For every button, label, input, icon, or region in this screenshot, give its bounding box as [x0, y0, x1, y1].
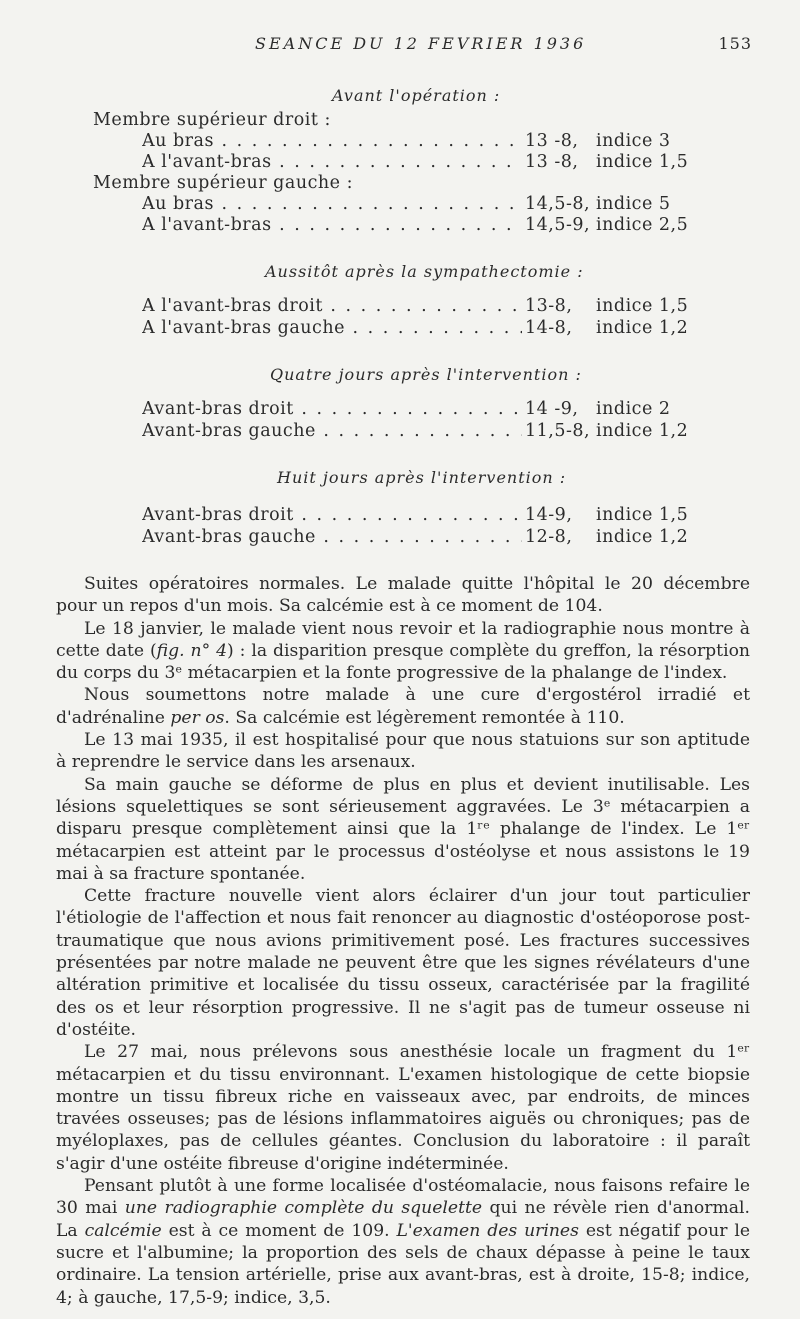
- row-label: A l'avant-bras . . .: [142, 215, 522, 235]
- figure-reference: fig. n° 4: [156, 640, 228, 661]
- measurement-row: [0, 194, 800, 216]
- paragraph: Le 27 mai, nous prélevons sous anesthésie locale un fragment du 1ᵉʳ métacarpien et du tissu environnant. L'examen histologique de cette biopsie montre un tissu fibreux riche en vaisseaux avec, par endroits, de minces travées osseuses; pas de lésions inflammatoires aiguës ou chroniques; pas de myéloplaxes, pas de cellules géantes. Conclusion du laboratoire : il paraît s'agir d'une ostéite fibreuse d'origine indéterminée.: [56, 1042, 750, 1174]
- measurement-row: [0, 399, 800, 421]
- measurement-row: [0, 505, 800, 527]
- row-value: 14-9,: [525, 505, 573, 525]
- row-index: indice 1,5: [596, 152, 689, 172]
- group-label-left-limb: Membre supérieur gauche :: [93, 173, 353, 193]
- row-index: indice 1,5: [596, 296, 689, 316]
- row-index: indice 2: [596, 399, 671, 419]
- row-value: 14-8,: [525, 318, 573, 338]
- row-value: 14,5-9,: [525, 215, 591, 235]
- row-value: 11,5-8,: [525, 421, 591, 441]
- row-label: Avant-bras droit . . .: [142, 505, 522, 525]
- row-value: 14 -9,: [525, 399, 579, 419]
- row-index: indice 1,2: [596, 421, 689, 441]
- section-title-quatre: Quatre jours après l'intervention :: [270, 365, 582, 384]
- row-index: indice 1,2: [596, 318, 689, 338]
- row-label: A l'avant-bras gauche . . .: [142, 318, 522, 338]
- page-number: 153: [718, 34, 752, 53]
- measurement-row: [0, 296, 800, 318]
- paragraph: Sa main gauche se déforme de plus en plus et devient inutilisable. Les lésions squelettiques se sont sérieusement aggravées. Le 3ᵉ métacarpien a disparu presque complètement ainsi que la 1ʳᵉ phalange de l'index. Le 1ᵉʳ métacarpien est atteint par le processus d'ostéolyse et nous assistons le 19 mai à sa fracture spontanée.: [56, 774, 750, 884]
- group-label-right-limb: Membre supérieur droit :: [93, 110, 331, 130]
- running-head: [0, 34, 800, 56]
- running-title: SEANCE DU 12 FEVRIER 1936: [255, 34, 587, 53]
- row-value: 13 -8,: [525, 152, 579, 172]
- measurement-row: [0, 215, 800, 237]
- measurement-row: [0, 421, 800, 443]
- section-title-huit: Huit jours après l'intervention :: [277, 468, 567, 487]
- row-label: Au bras . . .: [142, 194, 522, 214]
- row-index: indice 2,5: [596, 215, 689, 235]
- paragraph: Pensant plutôt à une forme localisée d'ostéomalacie, nous faisons refaire le 30 mai une radiographie complète du squelette qui ne révèle rien d'anormal. La calcémie est à ce moment de 109. L'examen des urines est négatif pour le sucre et l'albumine; la proportion des sels de chaux dépasse à peine le taux ordinaire. La tension artérielle, prise aux avant-bras, est à droite, 15-8; indice, 4; à gauche, 17,5-9; indice, 3,5.: [56, 1176, 751, 1308]
- row-label: Avant-bras gauche . . .: [142, 421, 522, 441]
- paragraph: Nous soumettons notre malade à une cure d'ergostérol irradié et d'adrénaline per os. Sa calcémie est légèrement remontée à 110.: [56, 685, 750, 728]
- row-value: 13-8,: [525, 296, 573, 316]
- row-index: indice 1,5: [596, 505, 689, 525]
- row-value: 12-8,: [525, 527, 573, 547]
- row-label: Avant-bras droit . . .: [142, 399, 522, 419]
- body-text: [56, 573, 750, 1309]
- row-label: A l'avant-bras droit . . .: [142, 296, 522, 316]
- measurement-row: [0, 527, 800, 549]
- paragraph: Cette fracture nouvelle vient alors éclairer d'un jour tout particulier l'étiologie de l'affection et nous fait renoncer au diagnostic d'ostéoporose post-traumatique que nous avions primitivement posé. Les fractures successives présentées par notre malade ne peuvent être que les signes révélateurs d'une altération primitive et localisée du tissu osseux, caractérisée par la fragilité des os et leur résorption progressive. Il ne s'agit pas de tumeur osseuse ni d'ostéite.: [56, 886, 750, 1040]
- row-label: Au bras . . .: [142, 131, 522, 151]
- row-value: 13 -8,: [525, 131, 579, 151]
- section-title-aussitot: Aussitôt après la sympathectomie :: [265, 262, 584, 281]
- row-label: Avant-bras gauche . . .: [142, 527, 522, 547]
- paragraph: Le 13 mai 1935, il est hospitalisé pour que nous statuions sur son aptitude à reprendre le service dans les arsenaux.: [56, 730, 750, 773]
- measurement-row: [0, 131, 800, 153]
- paragraph: Le 18 janvier, le malade vient nous revoir et la radiographie nous montre à cette date (fig. n° 4) : la disparition presque complète du greffon, la résorption du corps du 3ᵉ métacarpien et la fonte progressive de la phalange de l'index.: [56, 618, 750, 684]
- measurement-row: [0, 152, 800, 174]
- measurement-row: [0, 318, 800, 340]
- row-index: indice 5: [596, 194, 671, 214]
- row-index: indice 3: [596, 131, 671, 151]
- section-title-avant: Avant l'opération :: [332, 86, 501, 105]
- row-label: A l'avant-bras . . .: [142, 152, 522, 172]
- row-index: indice 1,2: [596, 527, 689, 547]
- paragraph: Suites opératoires normales. Le malade quitte l'hôpital le 20 décembre pour un repos d'un mois. Sa calcémie est à ce moment de 104.: [56, 574, 750, 617]
- row-value: 14,5-8,: [525, 194, 591, 214]
